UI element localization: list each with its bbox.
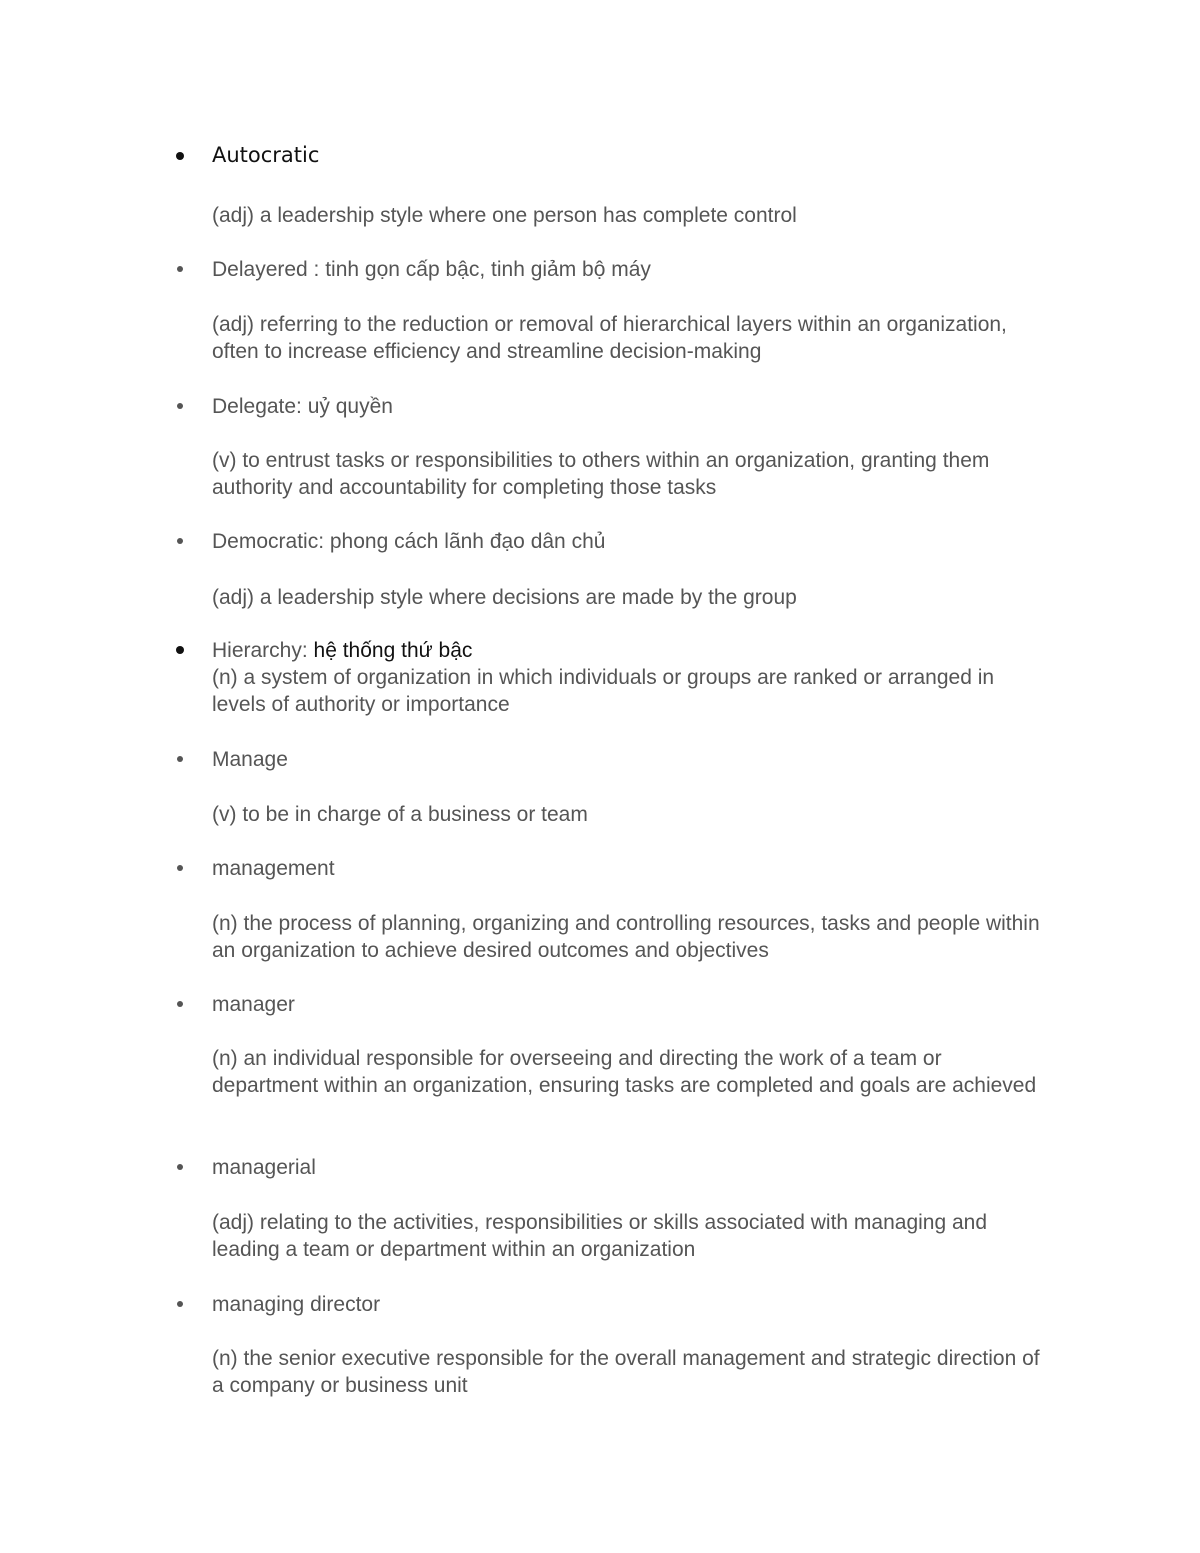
definition: (v) to be in charge of a business or team <box>212 803 588 826</box>
term: Autocratic <box>212 143 320 167</box>
bullet-icon <box>177 403 183 409</box>
term: Manage <box>212 748 288 771</box>
bullet-icon <box>177 538 183 544</box>
definition: (n) the process of planning, organizing and controlling resources, tasks and people within an organization to achieve desired outcomes and objectives <box>212 912 1040 962</box>
bullet-icon <box>176 152 184 160</box>
definition: (n) an individual responsible for overseeing and directing the work of a team or department within an organization, ensuring tasks are completed and goals are achieved <box>212 1047 1037 1097</box>
definition: (adj) a leadership style where one person has complete control <box>212 204 797 227</box>
term: Delayered : tinh gọn cấp bậc, tinh giảm bộ máy <box>212 258 651 281</box>
definition: (n) the senior executive responsible for the overall management and strategic direction of a company or business unit <box>212 1347 1040 1397</box>
term: manager <box>212 993 295 1016</box>
definition: (v) to entrust tasks or responsibilities to others within an organization, granting them authority and accountability for completing those tasks <box>212 449 990 499</box>
term <box>212 637 472 664</box>
bullet-icon <box>177 865 183 871</box>
term: Delegate: uỷ quyền <box>212 395 393 418</box>
definition: (adj) a leadership style where decisions are made by the group <box>212 586 797 609</box>
bullet-icon <box>177 266 183 272</box>
term-translation: hệ thống thứ bậc <box>313 639 473 662</box>
definition: (n) a system of organization in which individuals or groups are ranked or arranged in levels of authority or importance <box>212 666 995 716</box>
term: managerial <box>212 1156 316 1179</box>
bullet-icon <box>177 756 183 762</box>
term-label: Hierarchy: <box>212 639 314 662</box>
definition: (adj) relating to the activities, responsibilities or skills associated with managing and leading a team or department within an organization <box>212 1211 988 1261</box>
bullet-icon <box>177 1164 183 1170</box>
bullet-icon <box>177 1001 183 1007</box>
bullet-icon <box>176 646 184 654</box>
bullet-icon <box>177 1301 183 1307</box>
definition: (adj) referring to the reduction or removal of hierarchical layers within an organization, often to increase efficiency and streamline decision-making <box>212 313 1007 363</box>
term: managing director <box>212 1293 381 1316</box>
term: management <box>212 857 335 880</box>
term: Democratic: phong cách lãnh đạo dân chủ <box>212 530 606 553</box>
